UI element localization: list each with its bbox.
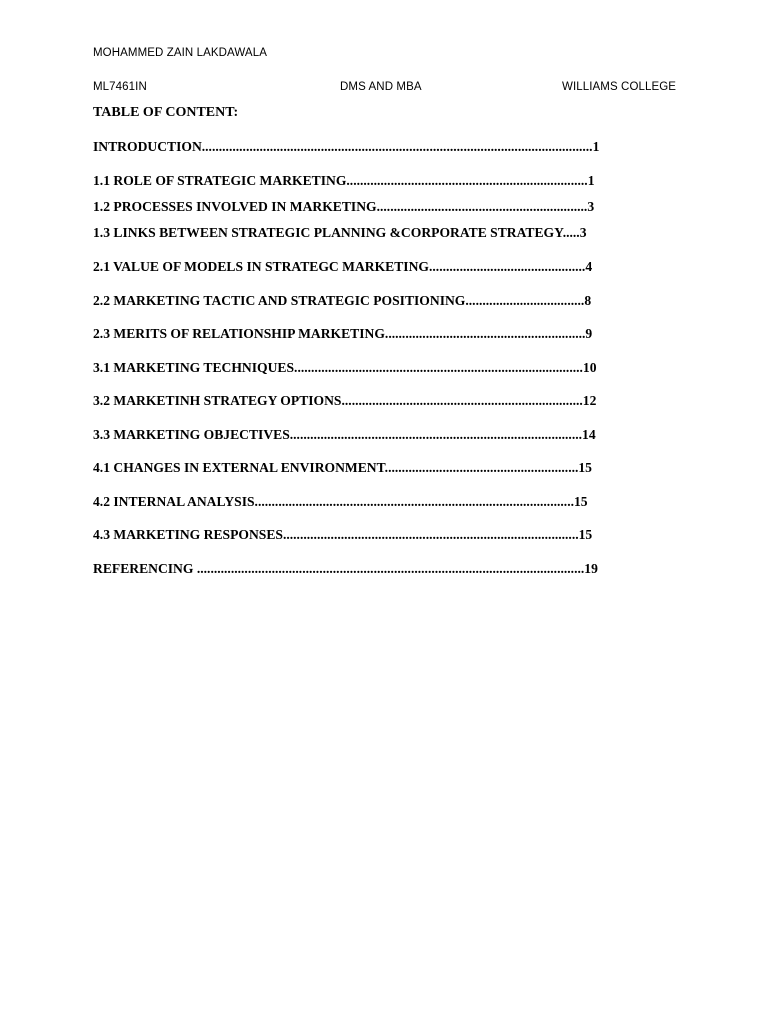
toc-entry-introduction: INTRODUCTION...................................................................................................................1 — [93, 139, 600, 154]
author-name: MOHAMMED ZAIN LAKDAWALA — [93, 47, 267, 59]
toc-entry-1-1: 1.1 ROLE OF STRATEGIC MARKETING.......................................................................1 — [93, 173, 595, 188]
programme-name: DMS AND MBA — [340, 81, 422, 93]
toc-entry-4-1: 4.1 CHANGES IN EXTERNAL ENVIRONMENT.........................................................15 — [93, 460, 592, 475]
toc-entry-referencing: REFERENCING ..................................................................................................................19 — [93, 561, 598, 576]
toc-entry-2-3: 2.3 MERITS OF RELATIONSHIP MARKETING...........................................................9 — [93, 326, 593, 341]
toc-entry-3-3: 3.3 MARKETING OBJECTIVES......................................................................................14 — [93, 427, 596, 442]
toc-entry-2-1: 2.1 VALUE OF MODELS IN STRATEGC MARKETING..............................................4 — [93, 259, 593, 274]
toc-entry-3-2: 3.2 MARKETINH STRATEGY OPTIONS.......................................................................12 — [93, 393, 597, 408]
toc-entry-1-2: 1.2 PROCESSES INVOLVED IN MARKETING..............................................................3 — [93, 199, 595, 214]
toc-entry-3-1: 3.1 MARKETING TECHNIQUES.....................................................................................10 — [93, 360, 597, 375]
course-code: ML7461IN — [93, 81, 147, 93]
toc-title: TABLE OF CONTENT: — [93, 105, 239, 120]
toc-entry-2-2: 2.2 MARKETING TACTIC AND STRATEGIC POSITIONING...................................8 — [93, 293, 592, 308]
college-name: WILLIAMS COLLEGE — [562, 81, 677, 93]
toc-entry-4-3: 4.3 MARKETING RESPONSES.......................................................................................15 — [93, 527, 593, 542]
toc-entry-4-2: 4.2 INTERNAL ANALYSIS..............................................................................................15 — [93, 494, 588, 509]
toc-entry-1-3: 1.3 LINKS BETWEEN STRATEGIC PLANNING &CORPORATE STRATEGY.....3 — [93, 225, 587, 240]
